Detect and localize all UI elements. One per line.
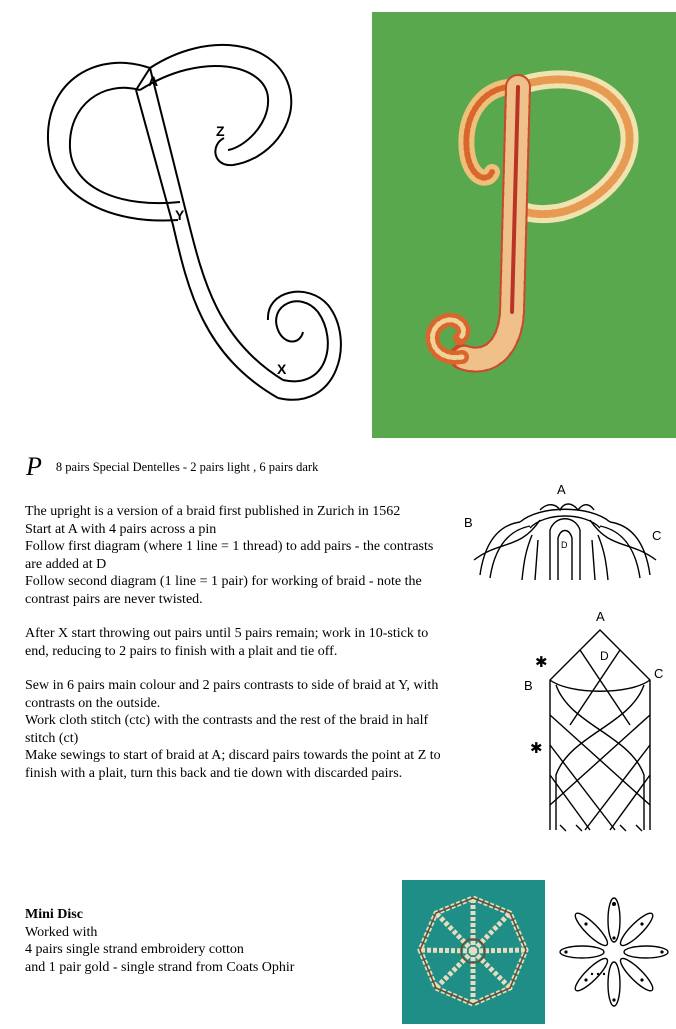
d2-label-d: D (600, 649, 609, 663)
label-y: Y (175, 207, 185, 223)
instruction-line: After X start throwing out pairs until 5 pairs remain; work in 10-stick to end, reducing to 2 pairs to finish with a plait and tie off. (25, 626, 429, 659)
letter-p-glyph: P (26, 452, 42, 481)
d2-label-c: C (654, 666, 664, 681)
d1-label-a: A (557, 482, 566, 497)
star-icon: ✱ (530, 739, 543, 757)
d2-label-a: A (596, 609, 605, 624)
mini-disc-line: Worked with (25, 924, 98, 940)
pair-diagram (520, 605, 670, 835)
instruction-line: Work cloth stitch (ctc) with the contrasts and the rest of the braid in half stitch (ct) (25, 713, 429, 746)
mini-disc-photo (402, 880, 545, 1024)
label-x: X (277, 361, 287, 377)
instruction-line: Follow second diagram (1 line = 1 pair) for working of braid - note the contrast pairs are never twisted. (25, 574, 422, 607)
d1-label-c: C (652, 528, 662, 543)
mini-disc-section (25, 906, 385, 976)
letter-p-outline-diagram (28, 20, 348, 420)
materials-text: 8 pairs Special Dentelles - 2 pairs light , 6 pairs dark (55, 459, 319, 474)
mini-disc-title: Mini Disc (25, 907, 83, 922)
lace-letter-photo (372, 12, 676, 438)
mini-disc-sketch (552, 890, 676, 1016)
pattern-header (26, 452, 386, 484)
label-z: Z (216, 123, 225, 139)
d2-label-b: B (524, 678, 533, 693)
instruction-line: Sew in 6 pairs main colour and 2 pairs contrasts to side of braid at Y, with contrasts on the outside. (25, 678, 439, 711)
star-icon: ✱ (535, 653, 548, 671)
thread-diagram (460, 480, 670, 590)
instruction-line: Start at A with 4 pairs across a pin (25, 521, 217, 537)
label-a: A (148, 73, 159, 89)
instruction-line: Make sewings to start of braid at A; discard pairs towards the point at Z to finish with a plait, turn this back and tie down with discarded pairs. (25, 748, 441, 781)
instructions (25, 503, 447, 782)
mini-disc-line: and 1 pair gold - single strand from Coats Ophir (25, 959, 295, 975)
instruction-line: The upright is a version of a braid first published in Zurich in 1562 (25, 504, 401, 519)
mini-disc-line: 4 pairs single strand embroidery cotton (25, 942, 244, 957)
instruction-line: Follow first diagram (where 1 line = 1 thread) to add pairs - the contrasts are added at D (25, 539, 434, 572)
d1-label-b: B (464, 515, 473, 530)
d1-label-d: D (561, 540, 568, 550)
